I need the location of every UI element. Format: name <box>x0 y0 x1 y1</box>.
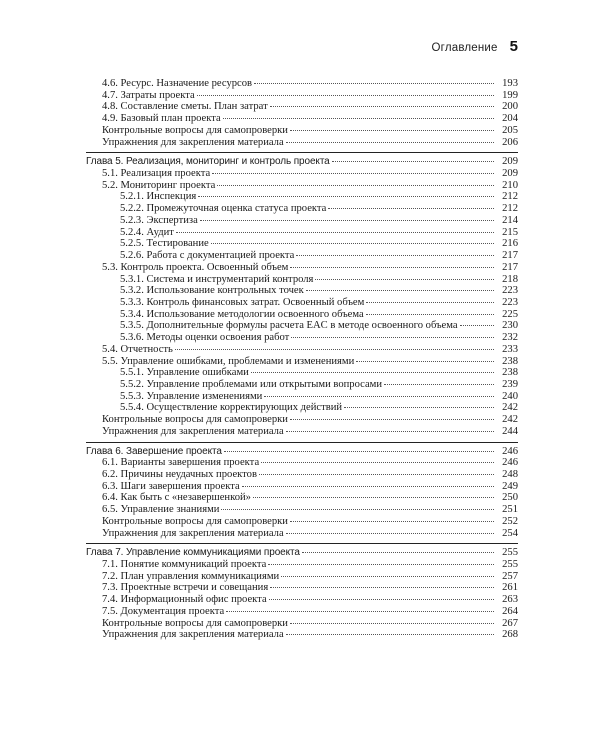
toc-entry-page: 249 <box>502 480 518 492</box>
dot-leader <box>269 599 494 600</box>
toc-entry-page: 223 <box>502 285 518 297</box>
toc-entry-title: 5.5.2. Управление проблемами или открытыми вопросами <box>120 378 383 390</box>
dot-leader <box>290 267 494 268</box>
toc-entry-title: 4.9. Базовый план проекта <box>102 113 221 125</box>
toc-entry-page: 267 <box>502 617 518 629</box>
toc-entry-title: 4.6. Ресурс. Назначение ресурсов <box>102 78 253 89</box>
toc-entry-page: 218 <box>502 273 518 285</box>
toc-entry <box>86 101 518 113</box>
dot-leader <box>286 142 494 143</box>
toc-entry-title: 5.5.1. Управление ошибками <box>120 367 249 379</box>
toc-entry <box>86 528 518 540</box>
dot-leader <box>291 337 494 338</box>
toc-entry <box>86 203 518 215</box>
toc-entry-title: Глава 5. Реализация, мониторинг и контроль проекта <box>86 156 330 168</box>
toc-entry-page: 240 <box>502 390 518 402</box>
toc-chapter-entry <box>86 442 518 458</box>
dot-leader <box>332 161 494 162</box>
toc-entry-title: Упражнения для закрепления материала <box>102 629 284 641</box>
toc-entry-title: 5.2.5. Тестирование <box>120 238 209 250</box>
toc-entry-page: 261 <box>502 582 518 594</box>
toc-entry-page: 223 <box>502 296 518 308</box>
toc-entry <box>86 504 518 516</box>
toc-entry <box>86 332 518 344</box>
toc-entry <box>86 481 518 493</box>
toc-entry <box>86 457 518 469</box>
toc-entry <box>86 215 518 227</box>
toc-entry <box>86 391 518 403</box>
toc-entry-page: 268 <box>502 629 518 641</box>
toc-entry-page: 214 <box>502 214 518 226</box>
toc-entry <box>86 582 518 594</box>
dot-leader <box>197 95 494 96</box>
toc-entry <box>86 492 518 504</box>
toc-entry-page: 239 <box>502 378 518 390</box>
toc-entry-page: 238 <box>502 367 518 379</box>
dot-leader <box>460 325 494 326</box>
toc-entry-title: 6.1. Варианты завершения проекта <box>102 457 260 469</box>
toc-entry-title: 6.5. Управление знаниями <box>102 504 220 516</box>
toc-entry-title: Упражнения для закрепления материала <box>102 425 284 437</box>
toc-entry-title: 5.2. Мониторинг проекта <box>102 179 216 191</box>
toc-entry <box>86 309 518 321</box>
dot-leader <box>270 106 494 107</box>
toc-entry <box>86 90 518 102</box>
toc-entry-page: 242 <box>502 402 518 414</box>
toc-entry-page: 215 <box>502 226 518 238</box>
dot-leader <box>224 451 494 452</box>
toc-entry-page: 209 <box>502 156 518 168</box>
toc-entry-page: 252 <box>502 515 518 527</box>
toc-entry-page: 254 <box>502 527 518 539</box>
toc-entry-page: 257 <box>502 570 518 582</box>
toc-entry-title: 6.4. Как быть с «незавершенкой» <box>102 492 251 504</box>
toc-entry-title: Контрольные вопросы для самопроверки <box>102 414 288 426</box>
toc-entry-page: 246 <box>502 445 518 457</box>
toc-entry-page: 204 <box>502 113 518 125</box>
toc-entry-page: 206 <box>502 136 518 148</box>
dot-leader <box>366 302 494 303</box>
dot-leader <box>198 196 494 197</box>
dot-leader <box>212 173 494 174</box>
toc-entry-page: 209 <box>502 168 518 180</box>
dot-leader <box>200 220 494 221</box>
toc-entry-page: 248 <box>502 469 518 480</box>
dot-leader <box>296 255 494 256</box>
dot-leader <box>290 419 494 420</box>
page-number: 5 <box>509 38 518 55</box>
toc-entry-title: 4.7. Затраты проекта <box>102 89 195 101</box>
dot-leader <box>306 290 494 291</box>
toc-entry-title: Контрольные вопросы для самопроверки <box>102 617 288 629</box>
toc-entry-page: 216 <box>502 238 518 250</box>
toc-entry-page: 255 <box>502 547 518 559</box>
toc-entry-title: 5.5.4. Осуществление корректирующих действий <box>120 402 343 414</box>
toc-entry-title: 5.3.2. Использование контрольных точек <box>120 285 304 297</box>
toc-entry-title: 7.1. Понятие коммуникаций проекта <box>102 559 267 571</box>
dot-leader <box>221 509 494 510</box>
toc-entry-title: Контрольные вопросы для самопроверки <box>102 124 288 136</box>
toc-entry-title: 5.3.3. Контроль финансовых затрат. Освоенный объем <box>120 296 365 308</box>
toc-entry-page: 212 <box>502 203 518 215</box>
dot-leader <box>253 497 494 498</box>
toc-entry-title: 5.3.5. Дополнительные формулы расчета EAC в методе освоенного объема <box>120 320 458 332</box>
toc-entry-page: 233 <box>502 343 518 355</box>
toc-entry <box>86 571 518 583</box>
toc-entry-title: 7.4. Информационный офис проекта <box>102 594 267 606</box>
toc-entry-title: 7.3. Проектные встречи и совещания <box>102 582 269 594</box>
dot-leader <box>217 185 494 186</box>
toc-chapter-entry <box>86 152 518 168</box>
running-header-title: Оглавление <box>431 42 498 54</box>
toc-entry-page: 244 <box>502 425 518 437</box>
toc-entry <box>86 320 518 332</box>
toc-entry-page: 250 <box>502 492 518 504</box>
toc-entry-title: 5.2.1. Инспекция <box>120 191 197 203</box>
toc-entry <box>86 285 518 297</box>
toc-entry <box>86 191 518 203</box>
toc-entry-title: 5.3.4. Использование методологии освоенного объема <box>120 308 364 320</box>
toc-entry <box>86 414 518 426</box>
toc-entry-page: 212 <box>502 191 518 203</box>
dot-leader <box>223 118 494 119</box>
dot-leader <box>242 486 494 487</box>
toc-entry-page: 246 <box>502 457 518 469</box>
dot-leader <box>281 576 494 577</box>
toc-entry-page: 200 <box>502 101 518 113</box>
toc-entry-title: 5.2.2. Промежуточная оценка статуса проекта <box>120 203 327 215</box>
toc-entry <box>86 297 518 309</box>
toc-entry <box>86 426 518 438</box>
toc-entry-title: 4.8. Составление сметы. План затрат <box>102 101 268 113</box>
dot-leader <box>290 130 494 131</box>
toc-entry <box>86 559 518 571</box>
toc-entry-title: 5.3.1. Система и инструментарий контроля <box>120 273 314 285</box>
dot-leader <box>211 243 494 244</box>
toc-entry-title: Глава 6. Завершение проекта <box>86 445 222 457</box>
dot-leader <box>290 521 494 522</box>
dot-leader <box>176 232 494 233</box>
toc-entry-title: 5.1. Реализация проекта <box>102 168 211 180</box>
toc-entry-page: 210 <box>502 179 518 191</box>
dot-leader <box>356 361 494 362</box>
toc-entry-title: 6.3. Шаги завершения проекта <box>102 480 240 492</box>
toc-entry <box>86 274 518 286</box>
dot-leader <box>226 611 494 612</box>
toc-entry-page: 251 <box>502 504 518 516</box>
toc-entry-page: 230 <box>502 320 518 332</box>
toc-entry-title: 5.4. Отчетность <box>102 343 173 355</box>
toc-entry <box>86 516 518 528</box>
toc-entry-page: 225 <box>502 308 518 320</box>
toc-entry-page: 217 <box>502 250 518 262</box>
toc-entry-page: 205 <box>502 124 518 136</box>
toc-entry <box>86 356 518 368</box>
dot-leader <box>270 587 494 588</box>
toc-entry <box>86 78 518 90</box>
toc-entry <box>86 379 518 391</box>
toc-entry-title: Глава 7. Управление коммуникациями проекта <box>86 547 300 559</box>
toc-entry-title: 5.2.4. Аудит <box>120 226 174 238</box>
toc-entry <box>86 250 518 262</box>
toc-entry <box>86 367 518 379</box>
toc-entry-title: 5.3. Контроль проекта. Освоенный объем <box>102 261 289 273</box>
toc-entry-page: 242 <box>502 414 518 426</box>
toc-entry <box>86 344 518 356</box>
toc-entry-title: Упражнения для закрепления материала <box>102 136 284 148</box>
dot-leader <box>175 349 494 350</box>
toc-entry-page: 232 <box>502 332 518 344</box>
dot-leader <box>344 407 494 408</box>
toc-entry <box>86 137 518 149</box>
running-header <box>86 38 518 56</box>
toc-entry <box>86 469 518 481</box>
toc-entry <box>86 227 518 239</box>
toc-entry <box>86 168 518 180</box>
toc-entry <box>86 606 518 618</box>
toc-entry-title: 7.2. План управления коммуникациями <box>102 570 280 582</box>
dot-leader <box>254 83 494 84</box>
dot-leader <box>264 396 494 397</box>
toc-entry <box>86 629 518 641</box>
toc-entry <box>86 125 518 137</box>
dot-leader <box>290 623 494 624</box>
dot-leader <box>384 384 494 385</box>
dot-leader <box>286 431 494 432</box>
dot-leader <box>315 279 494 280</box>
toc-entry-title: 5.5. Управление ошибками, проблемами и изменениями <box>102 355 355 367</box>
dot-leader <box>286 533 494 534</box>
dot-leader <box>268 564 494 565</box>
toc-entry <box>86 402 518 414</box>
toc-entry <box>86 238 518 250</box>
dot-leader <box>251 372 494 373</box>
toc-entry-title: 5.3.6. Методы оценки освоения работ <box>120 332 290 344</box>
toc-entry-title: Упражнения для закрепления материала <box>102 527 284 539</box>
toc-entry-title: 5.2.6. Работа с документацией проекта <box>120 250 295 262</box>
toc-entry <box>86 618 518 630</box>
toc-entry-page: 193 <box>502 78 518 89</box>
table-of-contents <box>86 78 518 641</box>
dot-leader <box>302 552 494 553</box>
dot-leader <box>328 208 494 209</box>
toc-entry-page: 264 <box>502 605 518 617</box>
toc-chapter-entry <box>86 543 518 559</box>
dot-leader <box>261 462 494 463</box>
toc-entry-title: 7.5. Документация проекта <box>102 605 225 617</box>
toc-entry <box>86 180 518 192</box>
toc-entry-page: 199 <box>502 89 518 101</box>
toc-entry <box>86 594 518 606</box>
dot-leader <box>286 634 494 635</box>
dot-leader <box>259 474 494 475</box>
toc-entry-title: 5.5.3. Управление изменениями <box>120 390 263 402</box>
toc-entry-page: 255 <box>502 559 518 571</box>
toc-entry <box>86 113 518 125</box>
toc-entry-title: Контрольные вопросы для самопроверки <box>102 515 288 527</box>
toc-entry-title: 6.2. Причины неудачных проектов <box>102 469 257 480</box>
toc-entry-page: 217 <box>502 261 518 273</box>
toc-entry-page: 238 <box>502 355 518 367</box>
toc-entry-page: 263 <box>502 594 518 606</box>
dot-leader <box>366 314 494 315</box>
toc-entry <box>86 262 518 274</box>
toc-entry-title: 5.2.3. Экспертиза <box>120 214 198 226</box>
